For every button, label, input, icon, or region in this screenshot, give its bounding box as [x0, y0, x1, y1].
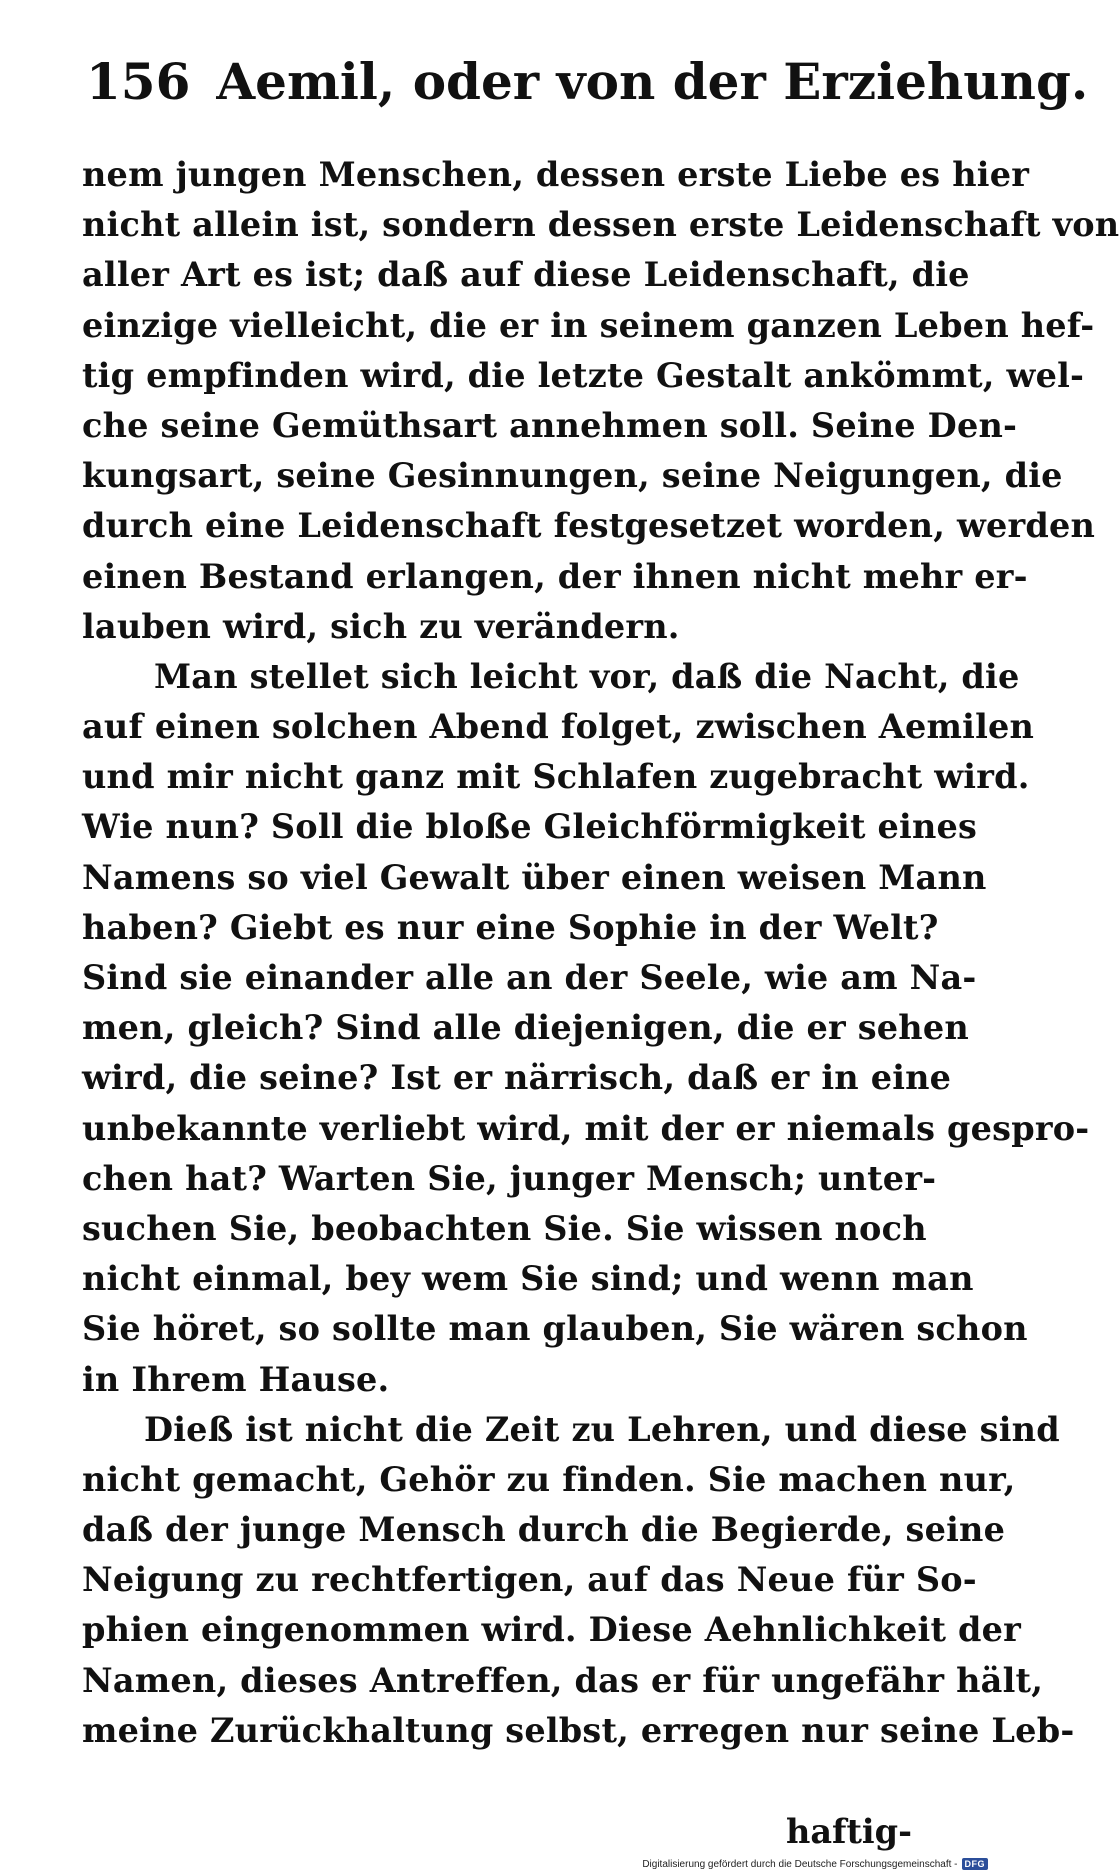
text-line: und mir nicht ganz mit Schlafen zugebracht wird. — [82, 757, 1030, 797]
paragraph-first-line: Man stellet sich leicht vor, daß die Nacht, die — [154, 656, 1020, 696]
text-line: che seine Gemüthsart annehmen soll. Seine Den- — [82, 405, 1018, 445]
text-line: wird, die seine? Ist er närrisch, daß er in eine — [82, 1058, 952, 1098]
text-line: tig empfinden wird, die letzte Gestalt ankömmt, wel- — [82, 355, 1085, 395]
text-line: Sind sie einander alle an der Seele, wie am Na- — [82, 958, 977, 997]
text-line: Neigung zu rechtfertigen, auf das Neue für So- — [82, 1560, 977, 1600]
text-line: nem jungen Menschen, dessen erste Liebe es hier — [82, 155, 1030, 194]
text-line: kungsart, seine Gesinnungen, seine Neigungen, die — [82, 456, 1063, 496]
text-line: unbekannte verliebt wird, mit der er niemals gespro- — [82, 1108, 1090, 1148]
text-line: daß der junge Mensch durch die Begierde, seine — [82, 1510, 1006, 1550]
text-line: in Ihrem Hause. — [82, 1359, 390, 1399]
text-line: lauben wird, sich zu verändern. — [82, 606, 680, 646]
text-line: chen hat? Warten Sie, junger Mensch; unter- — [82, 1158, 937, 1198]
text-line: einen Bestand erlangen, der ihnen nicht mehr er- — [82, 556, 1028, 596]
text-line: durch eine Leidenschaft festgesetzet worden, werden — [82, 506, 1096, 546]
text-line: auf einen solchen Abend folget, zwischen Aemilen — [82, 707, 1035, 747]
text-line: Namen, dieses Antreffen, das er für ungefähr hält, — [82, 1660, 1044, 1700]
funding-credit: Digitalisierung gefördert durch die Deutsche Forschungsgemeinschaft - — [642, 1858, 958, 1870]
text-line: Namens so viel Gewalt über einen weisen Mann — [82, 857, 987, 897]
text-line: nicht einmal, bey wem Sie sind; und wenn man — [82, 1259, 974, 1299]
text-line: Sie höret, so sollte man glauben, Sie wären schon — [82, 1309, 1028, 1349]
text-line: einzige vielleicht, die er in seinem ganzen Leben hef- — [82, 305, 1095, 345]
text-line: men, gleich? Sind alle diejenigen, die er sehen — [82, 1008, 969, 1048]
page-number: 156 — [86, 52, 191, 111]
catchword: haftig- — [785, 1812, 912, 1851]
text-line: phien eingenommen wird. Diese Aehnlichkeit der — [82, 1610, 1021, 1650]
text-line: nicht allein ist, sondern dessen erste Leidenschaft von — [82, 205, 1119, 245]
text-line: aller Art es ist; daß auf diese Leidenschaft, die — [82, 255, 970, 295]
running-title: Aemil, oder von der Erziehung. — [216, 52, 1089, 111]
text-line: suchen Sie, beobachten Sie. Sie wissen noch — [82, 1208, 927, 1248]
body-text — [82, 150, 1119, 1756]
text-line: nicht gemacht, Gehör zu finden. Sie machen nur, — [82, 1459, 1016, 1499]
text-line: meine Zurückhaltung selbst, erregen nur seine Leb- — [82, 1710, 1075, 1750]
text-line: haben? Giebt es nur eine Sophie in der Welt? — [82, 907, 939, 947]
page-header — [86, 52, 1089, 122]
digitization-footer — [642, 1858, 988, 1870]
paragraph-first-line: Dieß ist nicht die Zeit zu Lehren, und diese sind — [144, 1409, 1060, 1449]
text-line: Wie nun? Soll die bloße Gleichförmigkeit eines — [82, 807, 978, 847]
dfg-logo: DFG — [962, 1858, 989, 1870]
